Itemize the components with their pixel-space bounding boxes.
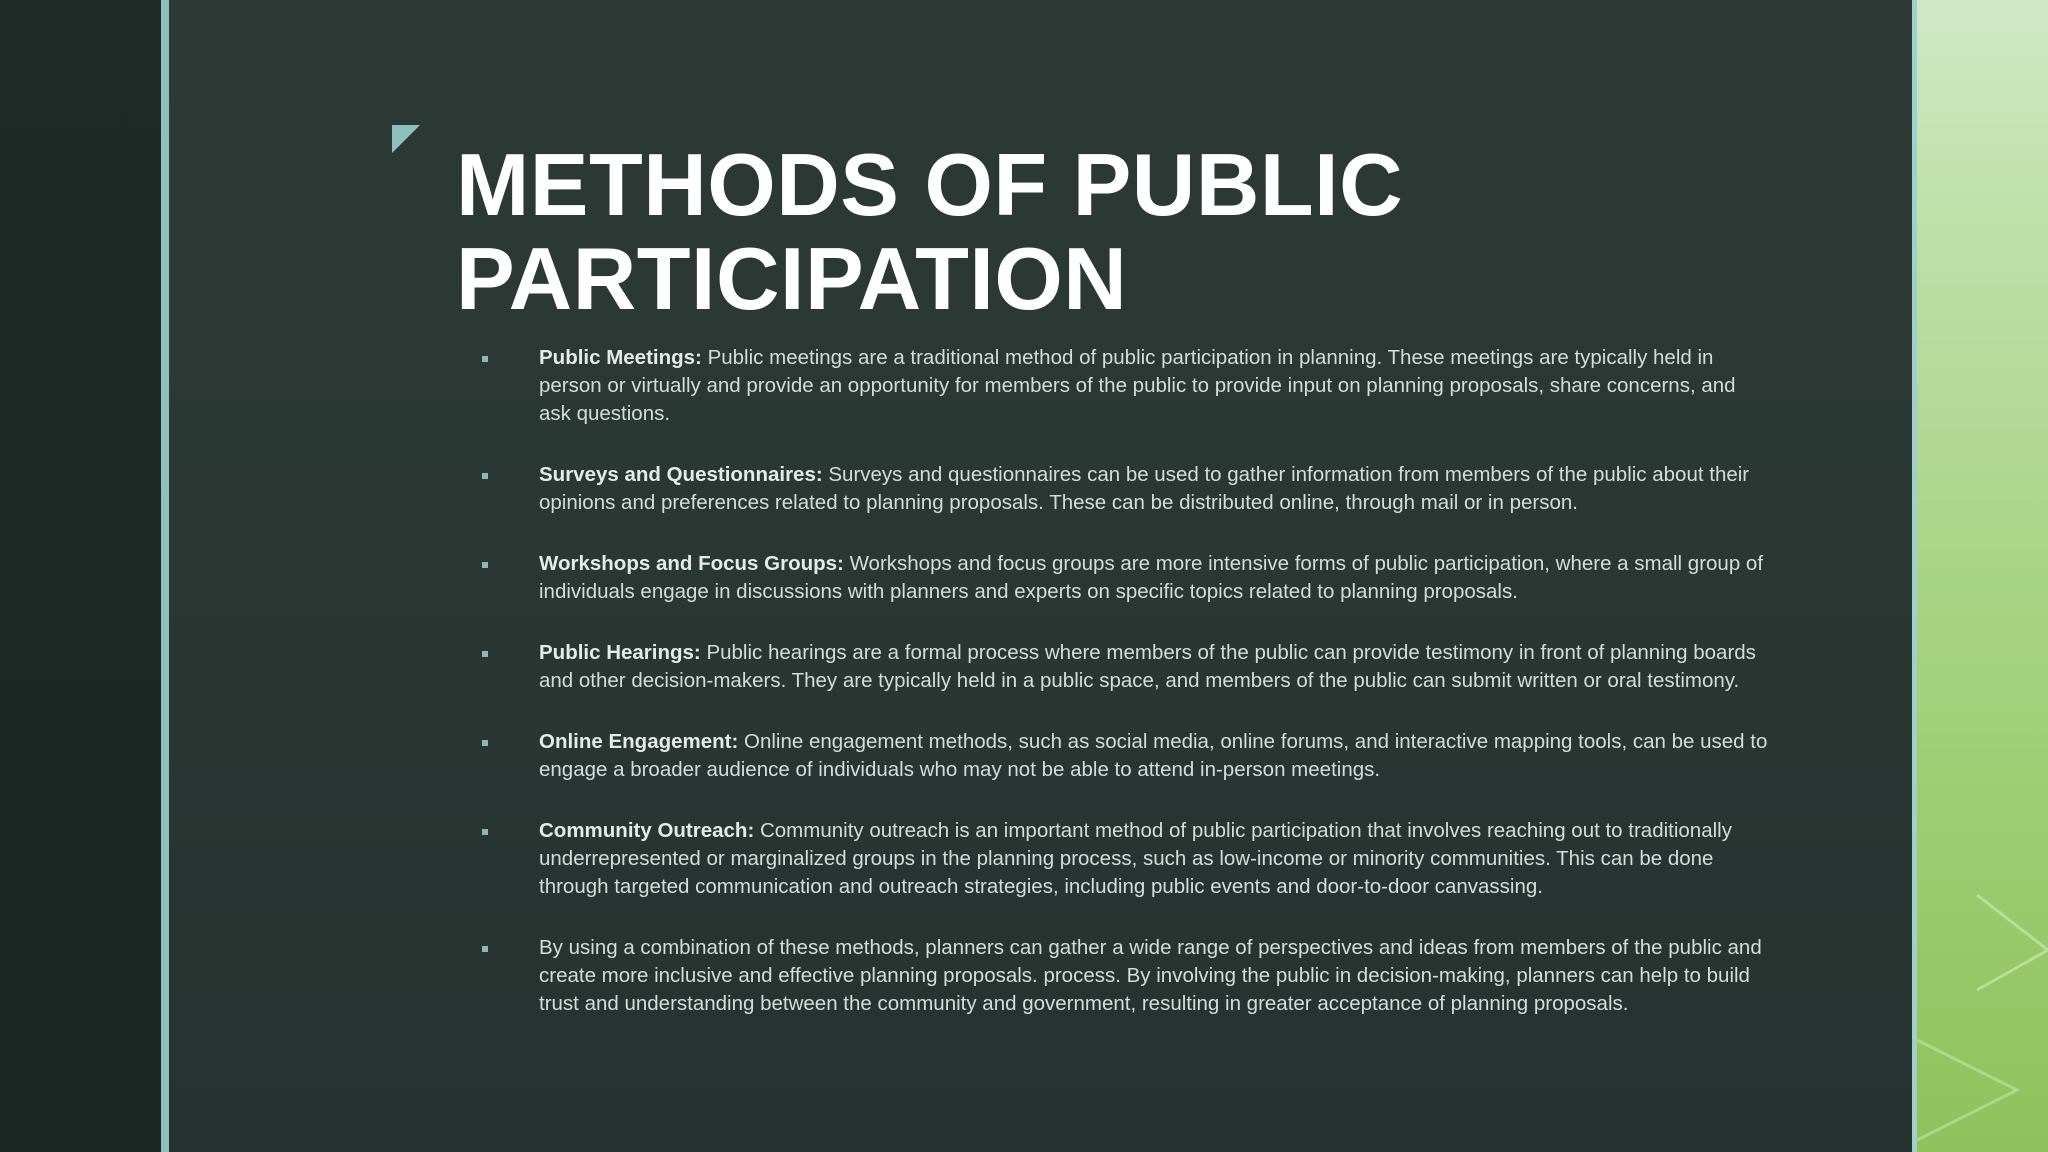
bullet-public-hearings <box>470 639 1770 695</box>
bullet-heading: Public Hearings: <box>539 641 701 664</box>
bullet-community-outreach <box>470 817 1770 901</box>
bullet-text: Public meetings are a traditional method of public participation in planning. These meetings are typically held in person or virtually and provide an opportunity for members of the public to provide input on planning proposals, share concerns, and ask questions. <box>539 346 1736 425</box>
slide-title: METHODS OF PUBLIC PARTICIPATION <box>456 135 1404 328</box>
square-bullet-icon <box>482 829 488 835</box>
bullet-text: Community outreach is an important method of public participation that involves reaching out to traditionally underrepresented or marginalized groups in the planning process, such as low-income or minority communities. This can be done through targeted communication and outreach strategies, including public events and door-to-door canvassing. <box>539 819 1732 898</box>
bullet-heading: Public Meetings: <box>539 346 702 369</box>
square-bullet-icon <box>482 356 488 362</box>
bullet-public-meetings <box>470 344 1770 428</box>
square-bullet-icon <box>482 946 488 952</box>
square-bullet-icon <box>482 562 488 568</box>
square-bullet-icon <box>482 473 488 479</box>
bullet-text: Online engagement methods, such as social media, online forums, and interactive mapping tools, can be used to engage a broader audience of individuals who may not be able to attend in-person meetings. <box>539 730 1768 781</box>
bullet-text: Workshops and focus groups are more intensive forms of public participation, where a small group of individuals engage in discussions with planners and experts on specific topics related to planning proposals. <box>539 552 1764 603</box>
left-accent-stripe <box>161 0 169 1152</box>
square-bullet-icon <box>482 651 488 657</box>
chevron-decoration-icon <box>1917 0 2048 1152</box>
bullet-heading: Community Outreach: <box>539 819 755 842</box>
triangle-corner-icon <box>392 125 420 153</box>
bullet-text: By using a combination of these methods, planners can gather a wide range of perspectives and ideas from members of the public and create more inclusive and effective planning proposals. process. By involving the public in decision-making, planners can help to build trust and understanding between the community and government, resulting in greater acceptance of planning proposals. <box>539 936 1762 1015</box>
bullet-online-engagement <box>470 728 1770 784</box>
bullet-text: Surveys and questionnaires can be used to gather information from members of the public about their opinions and preferences related to planning proposals. These can be distributed online, through mail or in person. <box>539 463 1750 514</box>
bullet-heading: Online Engagement: <box>539 730 739 753</box>
bullet-list <box>470 344 1770 1051</box>
bullet-text: Public hearings are a formal process where members of the public can provide testimony in front of planning boards and other decision-makers. They are typically held in a public space, and members of the public can submit written or oral testimony. <box>539 641 1756 692</box>
bullet-conclusion <box>470 934 1770 1018</box>
left-background-band <box>0 0 161 1152</box>
bullet-surveys <box>470 461 1770 517</box>
right-decorative-band <box>1917 0 2048 1152</box>
bullet-heading: Surveys and Questionnaires: <box>539 463 823 486</box>
bullet-workshops <box>470 550 1770 606</box>
square-bullet-icon <box>482 740 488 746</box>
bullet-heading: Workshops and Focus Groups: <box>539 552 844 575</box>
